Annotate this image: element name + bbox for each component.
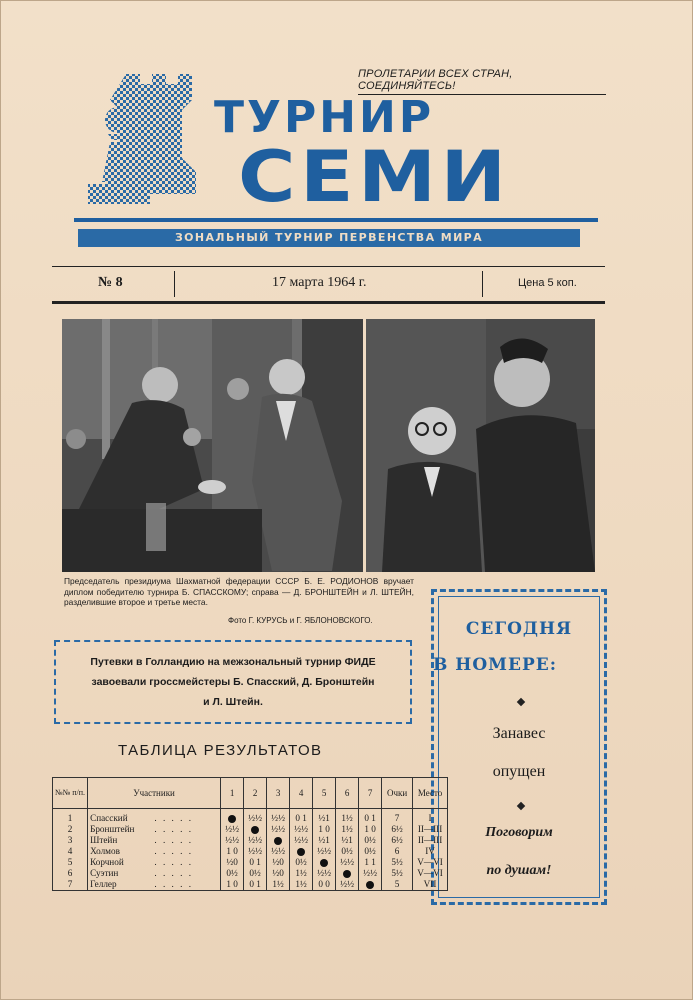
table-row: [53, 835, 448, 846]
masthead-rule: [74, 218, 598, 222]
photo-award-ceremony: [62, 319, 363, 572]
game-score: ½½: [267, 824, 290, 835]
self-game-dot-icon: [251, 826, 259, 834]
table-row: [53, 824, 448, 835]
row-number: 6: [53, 868, 88, 879]
contents-item-1-line1: Занавес: [492, 725, 546, 742]
announcement-box: [54, 640, 412, 724]
game-score: ½0: [267, 868, 290, 879]
game-score: 1½: [336, 809, 359, 825]
dot-leader: . . . . .: [150, 835, 194, 845]
col-header-3: 3: [267, 778, 290, 809]
player-name: [88, 809, 221, 825]
announcement-line: завоевали гроссмейстеры Б. Спасский, Д. Бронштейн: [91, 676, 375, 688]
player-name-text: Спасский: [90, 813, 128, 823]
dot-leader: . . . . .: [150, 824, 194, 834]
game-score: 0½: [359, 835, 382, 846]
player-name-text: Бронштейн: [90, 824, 135, 834]
col-header-2: 2: [244, 778, 267, 809]
bullet-diamond-icon: [517, 802, 525, 810]
game-score: ½½: [313, 868, 336, 879]
game-score: ½½: [313, 846, 336, 857]
divider: [482, 271, 483, 297]
game-score: 0½: [244, 868, 267, 879]
table-row: [53, 879, 448, 891]
self-cell: [221, 809, 244, 825]
row-number: 5: [53, 857, 88, 868]
photo-caption: Председатель президиума Шахматной федерации СССР Б. Е. РОДИОНОВ вручает диплом победителю турнира Б. СПАССКОМУ; справа — Д. БРОНШТЕЙН и Л. ШТЕЙН, разделившие второе и третье места.: [64, 576, 414, 607]
game-score: 0 0: [313, 879, 336, 891]
col-header-5: 5: [313, 778, 336, 809]
row-number: 2: [53, 824, 88, 835]
results-table: [52, 777, 448, 891]
self-cell: [359, 879, 382, 891]
dot-leader: . . . . .: [150, 813, 194, 823]
game-score: ½1: [313, 809, 336, 825]
player-name-text: Холмов: [90, 846, 120, 856]
dot-leader: . . . . .: [150, 857, 194, 867]
photo-bronstein-stein: [366, 319, 595, 572]
table-row: [53, 809, 448, 825]
game-score: ½½: [336, 857, 359, 868]
row-number: 1: [53, 809, 88, 825]
issue-date: 17 марта 1964 г.: [272, 275, 367, 290]
player-name: [88, 846, 221, 857]
masthead-subtitle: ЗОНАЛЬНЫЙ ТУРНИР ПЕРВЕНСТВА МИРА: [78, 229, 580, 247]
table-header-row: [53, 778, 448, 809]
col-header-points: Очки: [382, 778, 413, 809]
row-number: 4: [53, 846, 88, 857]
row-number: 3: [53, 835, 88, 846]
player-name-text: Геллер: [90, 879, 117, 889]
game-score: ½½: [221, 835, 244, 846]
game-score: 0 1: [359, 809, 382, 825]
col-header-place: Место: [413, 778, 448, 809]
game-score: 1½: [290, 879, 313, 891]
game-score: ½½: [244, 835, 267, 846]
player-name-text: Корчной: [90, 857, 124, 867]
game-score: ½1: [336, 835, 359, 846]
photo-credit: Фото Г. КУРУСЬ и Г. ЯБЛОНОВСКОГО.: [228, 616, 373, 625]
game-score: 1 0: [221, 846, 244, 857]
player-name: [88, 879, 221, 891]
col-header-no: №№ п/п.: [53, 778, 88, 809]
total-points: 7: [382, 809, 413, 825]
game-score: 1½: [336, 824, 359, 835]
bullet-diamond-icon: [517, 698, 525, 706]
final-place: II—III: [413, 824, 448, 835]
issue-price: Цена 5 коп.: [518, 277, 577, 289]
self-game-dot-icon: [297, 848, 305, 856]
masthead-motto: ПРОЛЕТАРИИ ВСЕХ СТРАН, СОЕДИНЯЙТЕСЬ!: [358, 68, 606, 95]
game-score: 0 1: [244, 879, 267, 891]
game-score: ½½: [290, 824, 313, 835]
game-score: 0 1: [290, 809, 313, 825]
masthead-title-line2: СЕМИ: [238, 136, 511, 218]
player-name: [88, 835, 221, 846]
final-place: I: [413, 809, 448, 825]
game-score: ½½: [359, 868, 382, 879]
game-score: ½½: [336, 879, 359, 891]
game-score: ½½: [244, 846, 267, 857]
player-name: [88, 868, 221, 879]
col-header-7: 7: [359, 778, 382, 809]
issue-info-bar: [52, 266, 605, 304]
col-header-6: 6: [336, 778, 359, 809]
total-points: 5½: [382, 868, 413, 879]
table-row: [53, 857, 448, 868]
table-row: [53, 846, 448, 857]
player-name: [88, 857, 221, 868]
total-points: 6½: [382, 835, 413, 846]
game-score: 1 0: [313, 824, 336, 835]
announcement-line: Путевки в Голландию на межзональный турнир ФИДЕ: [90, 656, 376, 668]
game-score: 1½: [290, 868, 313, 879]
masthead-title-line1: ТУРНИР: [214, 92, 435, 143]
game-score: 1 0: [221, 879, 244, 891]
game-score: 0½: [336, 846, 359, 857]
game-score: ½½: [267, 809, 290, 825]
in-this-issue-heading: СЕГОДНЯ: [465, 619, 573, 639]
game-score: ½1: [313, 835, 336, 846]
final-place: VII: [413, 879, 448, 891]
player-name: [88, 824, 221, 835]
dot-leader: . . . . .: [150, 879, 194, 889]
final-place: IV: [413, 846, 448, 857]
contents-item-1-line2: опущен: [492, 763, 546, 780]
game-score: ½0: [267, 857, 290, 868]
divider: [174, 271, 175, 297]
dot-leader: . . . . .: [150, 868, 194, 878]
game-score: ½½: [267, 846, 290, 857]
total-points: 5½: [382, 857, 413, 868]
dot-leader: . . . . .: [150, 846, 194, 856]
results-table-title: ТАБЛИЦА РЕЗУЛЬТАТОВ: [118, 742, 323, 759]
game-score: 0½: [359, 846, 382, 857]
total-points: 6½: [382, 824, 413, 835]
announcement-line: и Л. Штейн.: [203, 696, 263, 708]
final-place: II—III: [413, 835, 448, 846]
game-score: 1 1: [359, 857, 382, 868]
in-this-issue-box: [431, 589, 607, 905]
col-header-4: 4: [290, 778, 313, 809]
contents-item-2-line1: Поговорим: [485, 825, 553, 840]
game-score: ½½: [244, 809, 267, 825]
col-header-1: 1: [221, 778, 244, 809]
player-name-text: Штейн: [90, 835, 118, 845]
in-this-issue-heading: В НОМЕРЕ:: [433, 655, 557, 675]
self-game-dot-icon: [343, 870, 351, 878]
self-cell: [290, 846, 313, 857]
game-score: ½0: [221, 857, 244, 868]
game-score: 0½: [221, 868, 244, 879]
total-points: 6: [382, 846, 413, 857]
self-game-dot-icon: [274, 837, 282, 845]
table-row: [53, 868, 448, 879]
row-number: 7: [53, 879, 88, 891]
self-cell: [336, 868, 359, 879]
chess-pieces-logo: [84, 70, 232, 223]
game-score: 0 1: [244, 857, 267, 868]
game-score: ½½: [290, 835, 313, 846]
player-name-text: Суэтин: [90, 868, 119, 878]
total-points: 5: [382, 879, 413, 891]
in-this-issue-inner-frame: [433, 596, 600, 898]
final-place: V—VI: [413, 857, 448, 868]
self-cell: [267, 835, 290, 846]
game-score: ½½: [221, 824, 244, 835]
game-score: 1 0: [359, 824, 382, 835]
contents-item-2-line2: по душам!: [486, 863, 552, 878]
self-game-dot-icon: [366, 881, 374, 889]
issue-number: № 8: [98, 275, 123, 290]
self-game-dot-icon: [320, 859, 328, 867]
final-place: V—VI: [413, 868, 448, 879]
game-score: 1½: [267, 879, 290, 891]
col-header-player: Участники: [88, 778, 221, 809]
game-score: 0½: [290, 857, 313, 868]
self-cell: [313, 857, 336, 868]
self-game-dot-icon: [228, 815, 236, 823]
self-cell: [244, 824, 267, 835]
